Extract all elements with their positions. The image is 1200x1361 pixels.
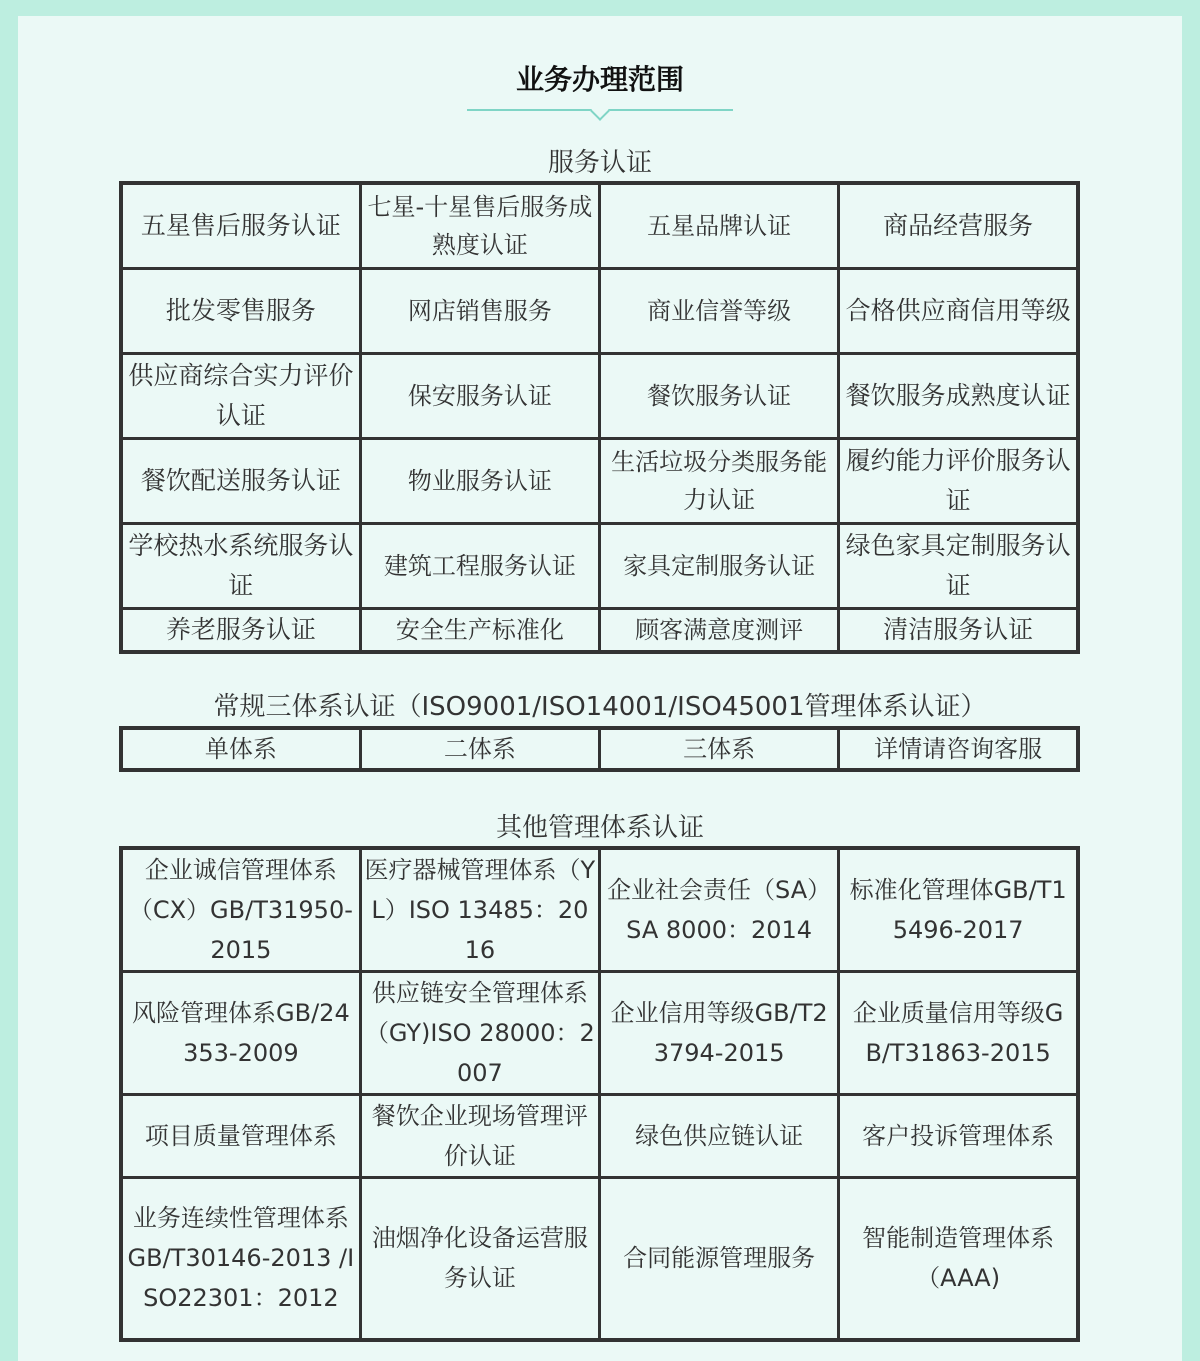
table-cell: 餐饮配送服务认证 <box>121 438 360 523</box>
service-cert-table <box>119 181 1080 654</box>
table-row <box>121 268 1078 353</box>
table-cell: 七星-十星售后服务成熟度认证 <box>360 183 599 268</box>
table-cell: 商业信誉等级 <box>600 268 839 353</box>
table-cell: 企业质量信用等级GB/T31863-2015 <box>839 972 1078 1095</box>
table-cell: 客户投诉管理体系 <box>839 1095 1078 1178</box>
table-cell: 批发零售服务 <box>121 268 360 353</box>
table-cell: 供应商综合实力评价认证 <box>121 353 360 438</box>
table-cell: 供应链安全管理体系 （GY)ISO 28000：2007 <box>360 972 599 1095</box>
table-cell: 业务连续性管理体系GB/T30146-2013 /ISO22301：2012 <box>121 1178 360 1340</box>
table-cell: 智能制造管理体系（AAA) <box>839 1178 1078 1340</box>
table-cell: 履约能力评价服务认证 <box>839 438 1078 523</box>
table-cell: 物业服务认证 <box>360 438 599 523</box>
table-cell: 风险管理体系GB/24353-2009 <box>121 972 360 1095</box>
table-cell: 项目质量管理体系 <box>121 1095 360 1178</box>
table-cell: 家具定制服务认证 <box>600 523 839 608</box>
table-cell: 商品经营服务 <box>839 183 1078 268</box>
table-cell: 企业信用等级GB/T23794-2015 <box>600 972 839 1095</box>
table-cell: 三体系 <box>600 728 839 770</box>
table-cell: 医疗器械管理体系（YL）ISO 13485：2016 <box>360 848 599 972</box>
table-cell: 安全生产标准化 <box>360 608 599 652</box>
table-cell: 企业诚信管理体系（CX）GB/T31950-2015 <box>121 848 360 972</box>
table-cell: 五星售后服务认证 <box>121 183 360 268</box>
table-cell: 餐饮企业现场管理评价认证 <box>360 1095 599 1178</box>
table-cell: 详情请咨询客服 <box>839 728 1078 770</box>
table-cell: 餐饮服务成熟度认证 <box>839 353 1078 438</box>
service-cert-title: 服务认证 <box>547 148 652 178</box>
table-cell: 合同能源管理服务 <box>600 1178 839 1340</box>
table-row <box>121 183 1078 268</box>
table-cell: 顾客满意度测评 <box>600 608 839 652</box>
table-row <box>121 972 1078 1095</box>
table-cell: 生活垃圾分类服务能力认证 <box>600 438 839 523</box>
three-system-title: 常规三体系认证（ISO9001/ISO14001/ISO45001管理体系认证） <box>213 692 987 722</box>
table-cell: 养老服务认证 <box>121 608 360 652</box>
table-cell: 绿色供应链认证 <box>600 1095 839 1178</box>
other-mgmt-title: 其他管理体系认证 <box>495 813 704 843</box>
table-cell: 清洁服务认证 <box>839 608 1078 652</box>
table-cell: 单体系 <box>121 728 360 770</box>
table-cell: 合格供应商信用等级 <box>839 268 1078 353</box>
table-cell: 绿色家具定制服务认证 <box>839 523 1078 608</box>
table-cell: 餐饮服务认证 <box>600 353 839 438</box>
table-row <box>121 728 1078 770</box>
three-system-table <box>119 726 1080 772</box>
other-mgmt-table <box>119 846 1080 1342</box>
table-cell: 建筑工程服务认证 <box>360 523 599 608</box>
table-row <box>121 608 1078 652</box>
table-cell: 保安服务认证 <box>360 353 599 438</box>
table-cell: 学校热水系统服务认证 <box>121 523 360 608</box>
table-cell: 五星品牌认证 <box>600 183 839 268</box>
table-row <box>121 438 1078 523</box>
page-title: 业务办理范围 <box>515 63 684 96</box>
table-cell: 二体系 <box>360 728 599 770</box>
table-row <box>121 848 1078 972</box>
table-row <box>121 353 1078 438</box>
table-cell: 标准化管理体GB/T15496-2017 <box>839 848 1078 972</box>
table-cell: 企业社会责任（SA）SA 8000：2014 <box>600 848 839 972</box>
table-row <box>121 1178 1078 1340</box>
table-row <box>121 1095 1078 1178</box>
table-cell: 网店销售服务 <box>360 268 599 353</box>
table-cell: 油烟净化设备运营服务认证 <box>360 1178 599 1340</box>
table-row <box>121 523 1078 608</box>
